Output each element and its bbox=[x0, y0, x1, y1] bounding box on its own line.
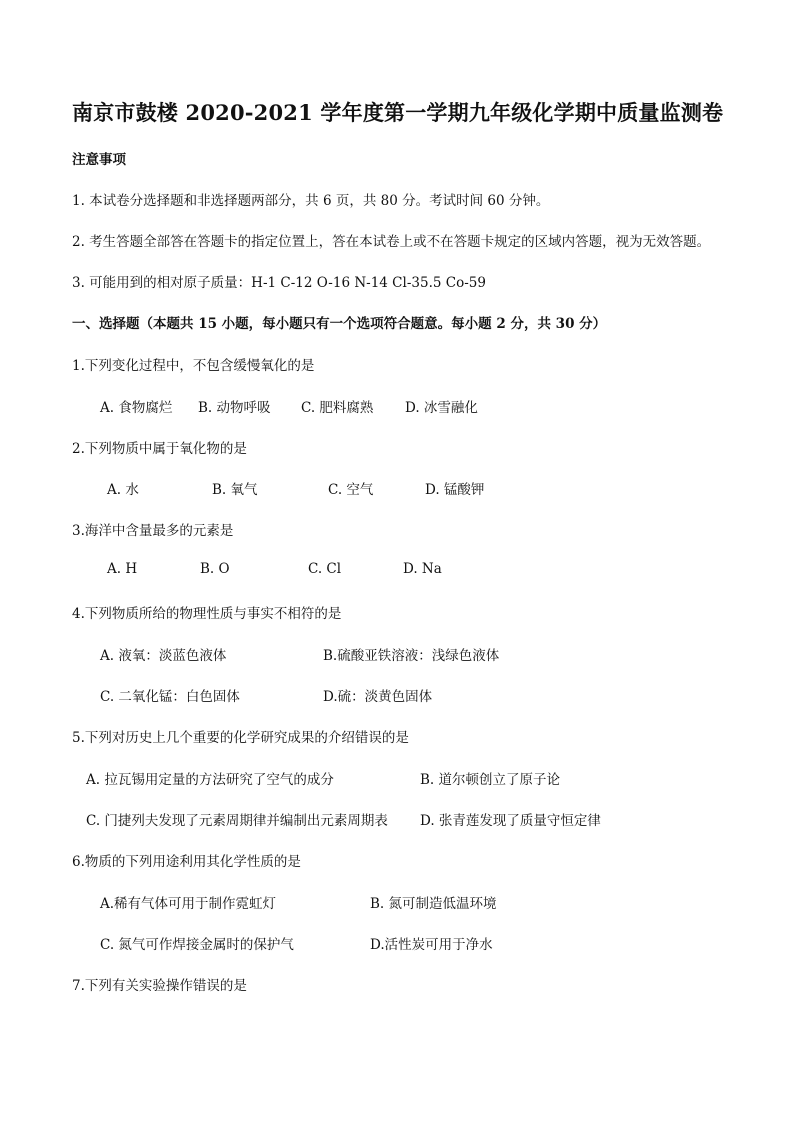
option-c: C. 氮气可作焊接金属时的保护气 bbox=[100, 937, 294, 953]
option-a: A. 拉瓦锡用定量的方法研究了空气的成分 bbox=[86, 772, 334, 788]
question-stem: 4.下列物质所给的物理性质与事实不相符的是 bbox=[72, 606, 342, 622]
option-d: D. 冰雪融化 bbox=[405, 400, 478, 416]
option-c: C. 肥料腐熟 bbox=[301, 400, 374, 416]
option-a: A. 液氧：淡蓝色液体 bbox=[100, 648, 227, 664]
option-b: B. 动物呼吸 bbox=[198, 400, 271, 416]
question-stem: 2.下列物质中属于氧化物的是 bbox=[72, 441, 247, 457]
notice-item-2: 2. 考生答题全部答在答题卡的指定位置上，答在本试卷上或不在答题卡规定的区域内答题，视为无效答题。 bbox=[72, 234, 711, 250]
option-d: D.硫：淡黄色固体 bbox=[323, 689, 433, 705]
option-c: C. 门捷列夫发现了元素周期律并编制出元素周期表 bbox=[86, 813, 388, 829]
question-stem: 5.下列对历史上几个重要的化学研究成果的介绍错误的是 bbox=[72, 730, 409, 746]
option-c: C. Cl bbox=[308, 561, 342, 577]
option-a: A. 食物腐烂 bbox=[100, 400, 173, 416]
option-a: A. H bbox=[107, 561, 138, 577]
option-b: B.硫酸亚铁溶液：浅绿色液体 bbox=[323, 648, 500, 664]
option-c: C. 二氧化锰：白色固体 bbox=[100, 689, 240, 705]
option-d: D.活性炭可用于净水 bbox=[370, 937, 493, 953]
option-d: D. Na bbox=[403, 561, 442, 577]
notice-item-3: 3. 可能用到的相对原子质量：H-1 C-12 O-16 N-14 Cl-35.5 Co-59 bbox=[72, 275, 486, 291]
exam-title: 南京市鼓楼 2020-2021 学年度第一学期九年级化学期中质量监测卷 bbox=[72, 100, 724, 125]
question-stem: 1.下列变化过程中，不包含缓慢氧化的是 bbox=[72, 358, 315, 374]
option-b: B. 氧气 bbox=[212, 482, 258, 498]
question-stem: 3.海洋中含量最多的元素是 bbox=[72, 523, 234, 539]
notice-item-1: 1. 本试卷分选择题和非选择题两部分，共 6 页，共 80 分。考试时间 60 分钟。 bbox=[72, 193, 550, 209]
option-b: B. O bbox=[200, 561, 230, 577]
option-b: B. 道尔顿创立了原子论 bbox=[420, 772, 561, 788]
option-a: A.稀有气体可用于制作霓虹灯 bbox=[100, 896, 277, 912]
notice-heading: 注意事项 bbox=[72, 152, 126, 168]
section-heading: 一、选择题（本题共 15 小题，每小题只有一个选项符合题意。每小题 2 分，共 30 分） bbox=[72, 316, 607, 332]
option-d: D. 锰酸钾 bbox=[425, 482, 485, 498]
option-a: A. 水 bbox=[107, 482, 139, 498]
question-stem: 7.下列有关实验操作错误的是 bbox=[72, 978, 247, 994]
question-stem: 6.物质的下列用途利用其化学性质的是 bbox=[72, 854, 301, 870]
option-c: C. 空气 bbox=[328, 482, 374, 498]
option-d: D. 张青莲发现了质量守恒定律 bbox=[420, 813, 601, 829]
option-b: B. 氮可制造低温环境 bbox=[370, 896, 497, 912]
